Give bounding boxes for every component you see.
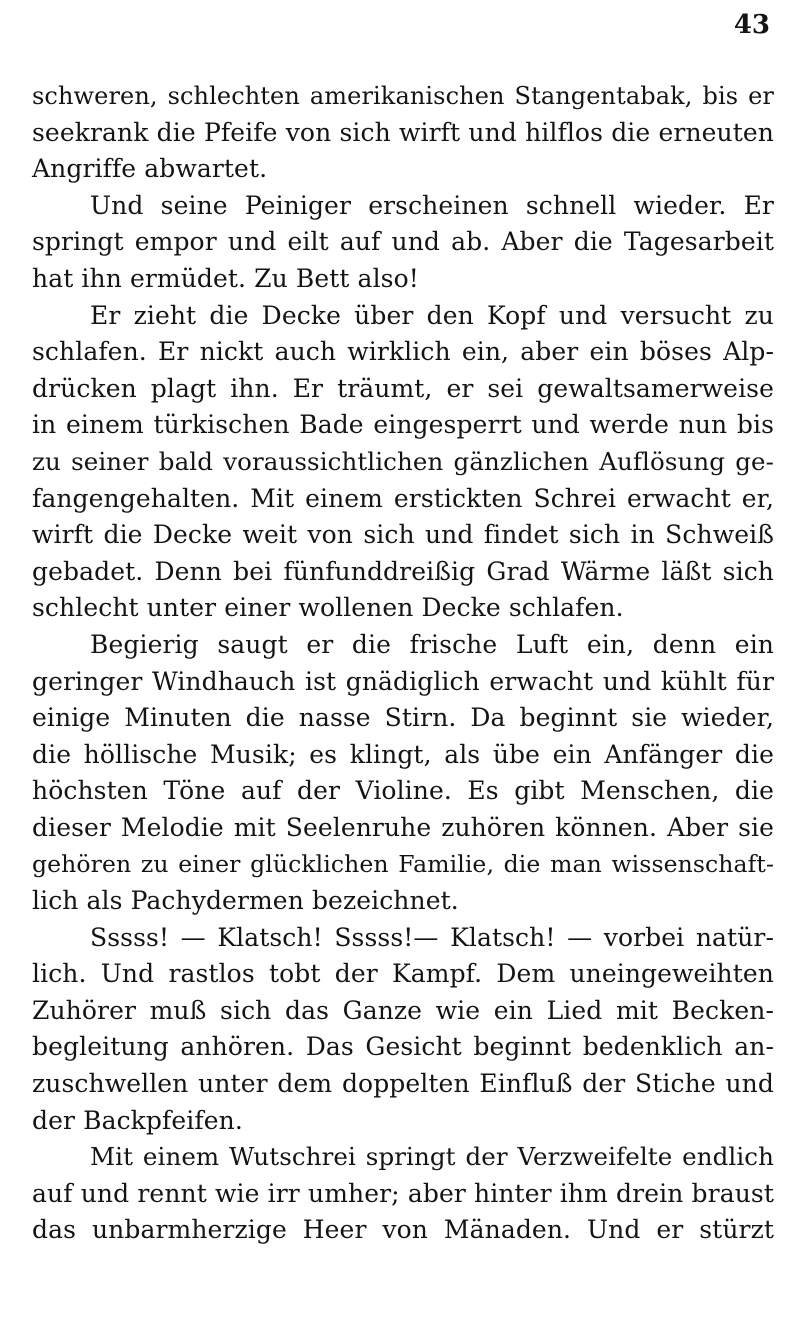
text-line: der Backpfeifen. — [32, 1105, 243, 1135]
paragraph — [32, 920, 774, 1140]
text-line: Und seine Peiniger erscheinen schnell wieder. Er — [90, 190, 774, 220]
text-line: geringer Windhauch ist gnädiglich erwacht und kühlt für — [32, 666, 774, 696]
paragraph — [32, 78, 774, 188]
text-line: Er zieht die Decke über den Kopf und versucht zu — [90, 300, 774, 330]
text-line: einige Minuten die nasse Stirn. Da beginnt sie wieder, — [32, 703, 774, 733]
text-line: dieser Melodie mit Seelenruhe zuhören können. Aber sie — [32, 812, 774, 842]
text-line: schlecht unter einer wollenen Decke schlafen. — [32, 593, 624, 623]
body-text — [32, 78, 774, 1249]
text-line: in einem türkischen Bade eingesperrt und werde nun bis — [32, 410, 774, 440]
text-line: seekrank die Pfeife von sich wirft und hilflos die erneuten — [32, 117, 774, 147]
text-line: springt empor und eilt auf und ab. Aber die Tagesarbeit — [32, 227, 774, 257]
text-line: lich. Und rastlos tobt der Kampf. Dem uneingeweihten — [32, 959, 774, 989]
text-line: zuschwellen unter dem doppelten Einfluß der Stiche und — [32, 1069, 774, 1099]
text-line: lich als Pachydermen bezeichnet. — [32, 886, 459, 916]
text-line: Begierig saugt er die frische Luft ein, denn ein — [90, 629, 774, 659]
text-line: wirft die Decke weit von sich und findet sich in Schweiß — [32, 520, 774, 550]
text-line: auf und rennt wie irr umher; aber hinter ihm drein braust — [32, 1178, 774, 1208]
text-line: begleitung anhören. Das Gesicht beginnt bedenklich an- — [32, 1032, 774, 1062]
text-line: Mit einem Wutschrei springt der Verzweifelte endlich — [90, 1142, 774, 1172]
text-line: zu seiner bald voraussichtlichen gänzlichen Auflösung ge- — [32, 446, 774, 476]
text-line: Angriffe abwartet. — [32, 154, 268, 184]
paragraph — [32, 1139, 774, 1249]
text-line: schweren, schlechten amerikanischen Stangentabak, bis er — [32, 82, 774, 110]
text-line: die höllische Musik; es klingt, als übe ein Anfänger die — [32, 739, 774, 769]
paragraph — [32, 298, 774, 627]
paragraph — [32, 188, 774, 298]
paragraph — [32, 627, 774, 920]
text-line: fangengehalten. Mit einem erstickten Schrei erwacht er, — [32, 483, 774, 513]
text-line: hat ihn ermüdet. Zu Bett also! — [32, 263, 419, 293]
text-line: gehören zu einer glücklichen Familie, die man wissenschaft- — [32, 850, 774, 879]
text-line: das unbarmherzige Heer von Mänaden. Und er stürzt — [32, 1215, 774, 1245]
text-line: schlafen. Er nickt auch wirklich ein, aber ein böses Alp- — [32, 337, 774, 367]
text-line: drücken plagt ihn. Er träumt, er sei gewaltsamerweise — [32, 373, 774, 403]
page-number: 43 — [733, 10, 770, 40]
text-line: gebadet. Denn bei fünfunddreißig Grad Wärme läßt sich — [32, 556, 774, 586]
text-line: Sssss! — Klatsch! Sssss!— Klatsch! — vorbei natür- — [90, 922, 774, 952]
text-line: Zuhörer muß sich das Ganze wie ein Lied mit Becken- — [32, 995, 774, 1025]
text-line: höchsten Töne auf der Violine. Es gibt Menschen, die — [32, 776, 774, 806]
